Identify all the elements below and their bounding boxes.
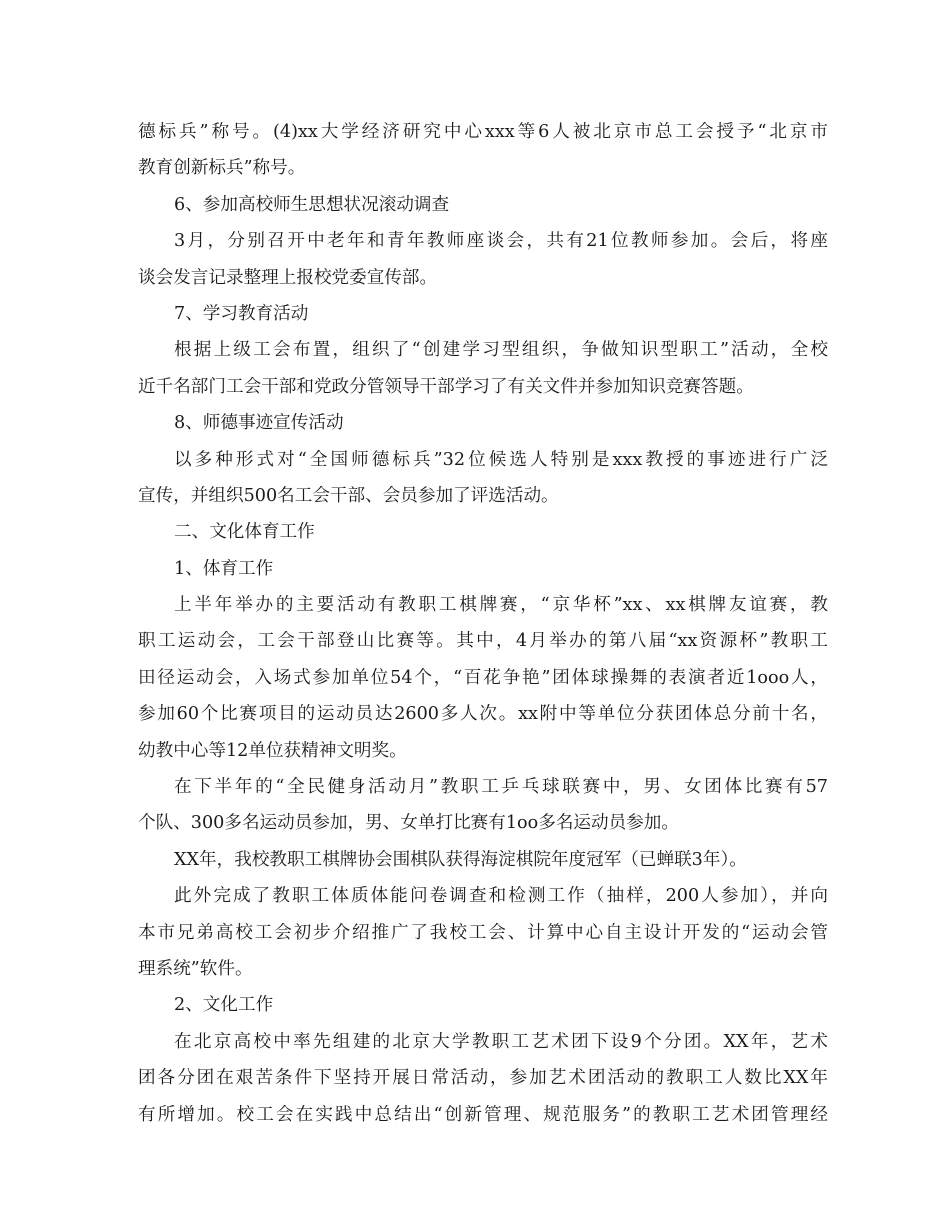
text-line: 近千名部门工会干部和党政分管领导干部学习了有关文件并参加知识竞赛答题。 xyxy=(138,376,754,397)
text-line: 参加60个比赛项目的运动员达2600多人次。xx附中等单位分获团体总分前十名， xyxy=(138,704,828,725)
text-line: 以多种形式对“全国师德标兵”32位候选人特别是xxx教授的事迹进行广泛 xyxy=(174,449,828,470)
text-line: 幼教中心等12单位获精神文明奖。 xyxy=(138,740,407,761)
text-line: 2、文化工作 xyxy=(174,995,274,1016)
text-line: 团各分团在艰苦条件下坚持开展日常活动，参加艺术团活动的教职工人数比XX年 xyxy=(138,1068,828,1089)
document-body xyxy=(138,114,828,1133)
text-line: XX年，我校教职工棋牌协会围棋队获得海淀棋院年度冠军（已蝉联3年）。 xyxy=(174,849,747,870)
text-line: 宣传，并组织500名工会干部、会员参加了评选活动。 xyxy=(138,485,559,506)
text-line: 理系统”软件。 xyxy=(138,958,253,979)
text-line: 教育创新标兵”称号。 xyxy=(138,158,306,179)
text-line: 二、文化体育工作 xyxy=(174,522,315,543)
text-line: 职工运动会，工会干部登山比赛等。其中，4月举办的第八届“xx资源杯”教职工 xyxy=(138,631,828,652)
text-line: 6、参加高校师生思想状况滚动调查 xyxy=(174,194,450,215)
text-line: 8、师德事迹宣传活动 xyxy=(174,413,344,434)
text-line: 在下半年的“全民健身活动月”教职工乒乓球联赛中，男、女团体比赛有57 xyxy=(174,777,828,798)
text-line: 本市兄弟高校工会初步介绍推广了我校工会、计算中心自主设计开发的“运动会管 xyxy=(138,922,828,943)
text-line: 上半年举办的主要活动有教职工棋牌赛，“京华杯”xx、xx棋牌友谊赛，教 xyxy=(174,595,828,616)
text-line: 在北京高校中率先组建的北京大学教职工艺术团下设9个分团。XX年，艺术 xyxy=(174,1031,828,1052)
text-line: 7、学习教育活动 xyxy=(174,303,309,324)
text-line: 谈会发言记录整理上报校党委宣传部。 xyxy=(138,267,438,288)
text-line: 田径运动会，入场式参加单位54个，“百花争艳”团体球操舞的表演者近1ooo人， xyxy=(138,667,828,688)
text-line: 根据上级工会布置，组织了“创建学习型组织，争做知识型职工”活动，全校 xyxy=(174,340,828,361)
text-line: 3月，分别召开中老年和青年教师座谈会，共有21位教师参加。会后，将座 xyxy=(174,231,828,252)
text-line: 有所增加。校工会在实践中总结出“创新管理、规范服务”的教职工艺术团管理经 xyxy=(138,1104,828,1125)
text-line: 个队、300多名运动员参加，男、女单打比赛有1oo多名运动员参加。 xyxy=(138,813,679,834)
text-line: 德标兵”称号。(4)xx大学经济研究中心xxx等6人被北京市总工会授予“北京市 xyxy=(138,122,828,142)
text-line: 1、体育工作 xyxy=(174,558,274,579)
text-line: 此外完成了教职工体质体能问卷调查和检测工作（抽样，200人参加），并向 xyxy=(174,886,828,907)
